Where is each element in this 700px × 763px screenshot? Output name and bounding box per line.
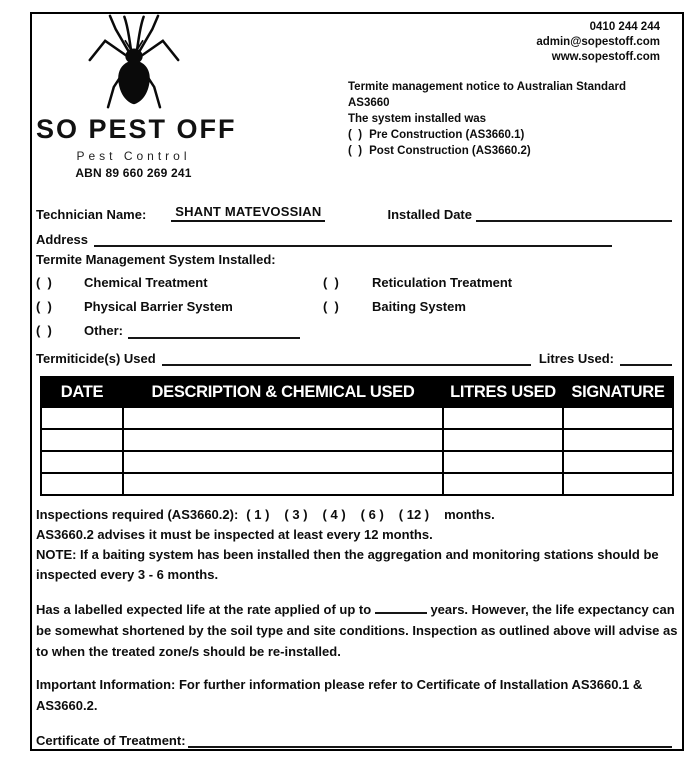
inspections-lead: Inspections required (AS3660.2): xyxy=(36,507,239,522)
table-cell[interactable] xyxy=(563,451,673,473)
table-cell[interactable] xyxy=(563,429,673,451)
interval-1-checkbox[interactable]: ( 1 ) xyxy=(246,507,270,522)
checkbox-row-1 xyxy=(36,275,672,293)
other-checkbox[interactable]: ( ) xyxy=(36,323,52,338)
contact-block xyxy=(536,20,660,65)
termiticide-row xyxy=(36,346,672,366)
interval-6-checkbox[interactable]: ( 6 ) xyxy=(360,507,384,522)
inspections-paragraph xyxy=(36,505,684,585)
litres-used-field[interactable] xyxy=(620,351,672,366)
interval-4-checkbox[interactable]: ( 4 ) xyxy=(322,507,346,522)
inspections-advice: AS3660.2 advises it must be inspected at least every 12 months. xyxy=(36,527,433,542)
pre-construction-checkbox[interactable]: ( ) xyxy=(348,129,363,141)
col-header-litres: LITRES USED xyxy=(443,377,563,407)
table-cell[interactable] xyxy=(41,473,123,495)
address-field[interactable] xyxy=(94,232,612,247)
interval-12-checkbox[interactable]: ( 12 ) xyxy=(398,507,430,522)
company-abn: ABN 89 660 269 241 xyxy=(75,166,192,180)
table-cell[interactable] xyxy=(123,451,443,473)
standard-notice xyxy=(348,79,668,159)
chemical-treatment-label: Chemical Treatment xyxy=(84,275,208,290)
notice-title-line2: AS3660 xyxy=(348,97,390,109)
termiticide-field[interactable] xyxy=(162,351,531,366)
table-header-row xyxy=(41,377,673,407)
table-row xyxy=(41,473,673,495)
notice-title-line1: Termite management notice to Australian Standard xyxy=(348,81,626,93)
table-row xyxy=(41,429,673,451)
table-cell[interactable] xyxy=(563,473,673,495)
installed-date-label: Installed Date xyxy=(387,207,472,222)
chemical-treatment-checkbox[interactable]: ( ) xyxy=(36,275,52,290)
table-row xyxy=(41,407,673,429)
technician-name-value: SHANT MATEVOSSIAN xyxy=(171,204,325,222)
pre-construction-label: Pre Construction (AS3660.1) xyxy=(369,129,525,141)
table-row xyxy=(41,451,673,473)
table-cell[interactable] xyxy=(41,407,123,429)
notice-intro: The system installed was xyxy=(348,113,487,125)
pre-construction-option xyxy=(348,127,668,143)
certificate-row xyxy=(36,728,672,748)
life-text-after: years. However, the life expectancy can be somewhat shortened by the soil type and site conditions. Inspection as outlined above will advise as to when the treated zone/s should be re-installed. xyxy=(36,602,678,659)
table-cell[interactable] xyxy=(563,407,673,429)
baiting-system-checkbox[interactable]: ( ) xyxy=(323,299,339,314)
reticulation-treatment-label: Reticulation Treatment xyxy=(372,275,513,290)
interval-3-checkbox[interactable]: ( 3 ) xyxy=(284,507,308,522)
inspections-line xyxy=(36,505,684,525)
spider-icon xyxy=(79,12,189,112)
col-header-signature: SIGNATURE xyxy=(563,377,673,407)
table-cell[interactable] xyxy=(123,429,443,451)
company-tagline: Pest Control xyxy=(76,149,191,163)
table-cell[interactable] xyxy=(443,407,563,429)
physical-barrier-label: Physical Barrier System xyxy=(84,299,233,314)
post-construction-checkbox[interactable]: ( ) xyxy=(348,145,363,157)
email-address: admin@sopestoff.com xyxy=(536,36,660,48)
phone-number: 0410 244 244 xyxy=(589,21,660,33)
litres-used-label: Litres Used: xyxy=(538,351,614,366)
company-name: SO PEST OFF xyxy=(36,114,237,144)
expected-life-years-field[interactable] xyxy=(375,601,427,614)
technician-row xyxy=(36,202,672,222)
reticulation-treatment-checkbox[interactable]: ( ) xyxy=(323,275,339,290)
table-cell[interactable] xyxy=(41,451,123,473)
table-cell[interactable] xyxy=(123,473,443,495)
company-logo xyxy=(36,12,237,180)
post-construction-option xyxy=(348,143,668,159)
important-information: Important Information: For further information please refer to Certificate of Installation AS3660.1 & AS3660.2. xyxy=(36,677,643,713)
address-label: Address xyxy=(36,232,89,247)
life-text-before: Has a labelled expected life at the rate applied of up to xyxy=(36,602,372,617)
system-installed-heading: Termite Management System Installed: xyxy=(36,252,276,267)
inspections-suffix: months. xyxy=(444,507,495,522)
table-cell[interactable] xyxy=(443,451,563,473)
certificate-label: Certificate of Treatment: xyxy=(36,733,186,748)
table-cell[interactable] xyxy=(443,473,563,495)
inspections-note: NOTE: If a baiting system has been installed then the aggregation and monitoring stations should be inspected every 3 - 6 months. xyxy=(36,547,659,582)
checkbox-row-2 xyxy=(36,299,672,317)
table-cell[interactable] xyxy=(443,429,563,451)
technician-name-label: Technician Name: xyxy=(36,207,147,222)
post-construction-label: Post Construction (AS3660.2) xyxy=(369,145,531,157)
other-field[interactable] xyxy=(128,324,300,339)
table-cell[interactable] xyxy=(41,429,123,451)
physical-barrier-checkbox[interactable]: ( ) xyxy=(36,299,52,314)
table-cell[interactable] xyxy=(123,407,443,429)
chemical-record-table xyxy=(40,376,674,496)
other-label: Other: xyxy=(84,323,123,338)
col-header-date: DATE xyxy=(41,377,123,407)
address-row xyxy=(36,227,672,247)
checkbox-row-other xyxy=(36,323,672,341)
website-url: www.sopestoff.com xyxy=(551,51,660,63)
expected-life-paragraph xyxy=(36,599,684,662)
certificate-field[interactable] xyxy=(188,733,672,748)
installed-date-field[interactable] xyxy=(476,207,672,222)
baiting-system-label: Baiting System xyxy=(372,299,466,314)
termiticide-label: Termiticide(s) Used xyxy=(36,351,156,366)
col-header-description: DESCRIPTION & CHEMICAL USED xyxy=(123,377,443,407)
